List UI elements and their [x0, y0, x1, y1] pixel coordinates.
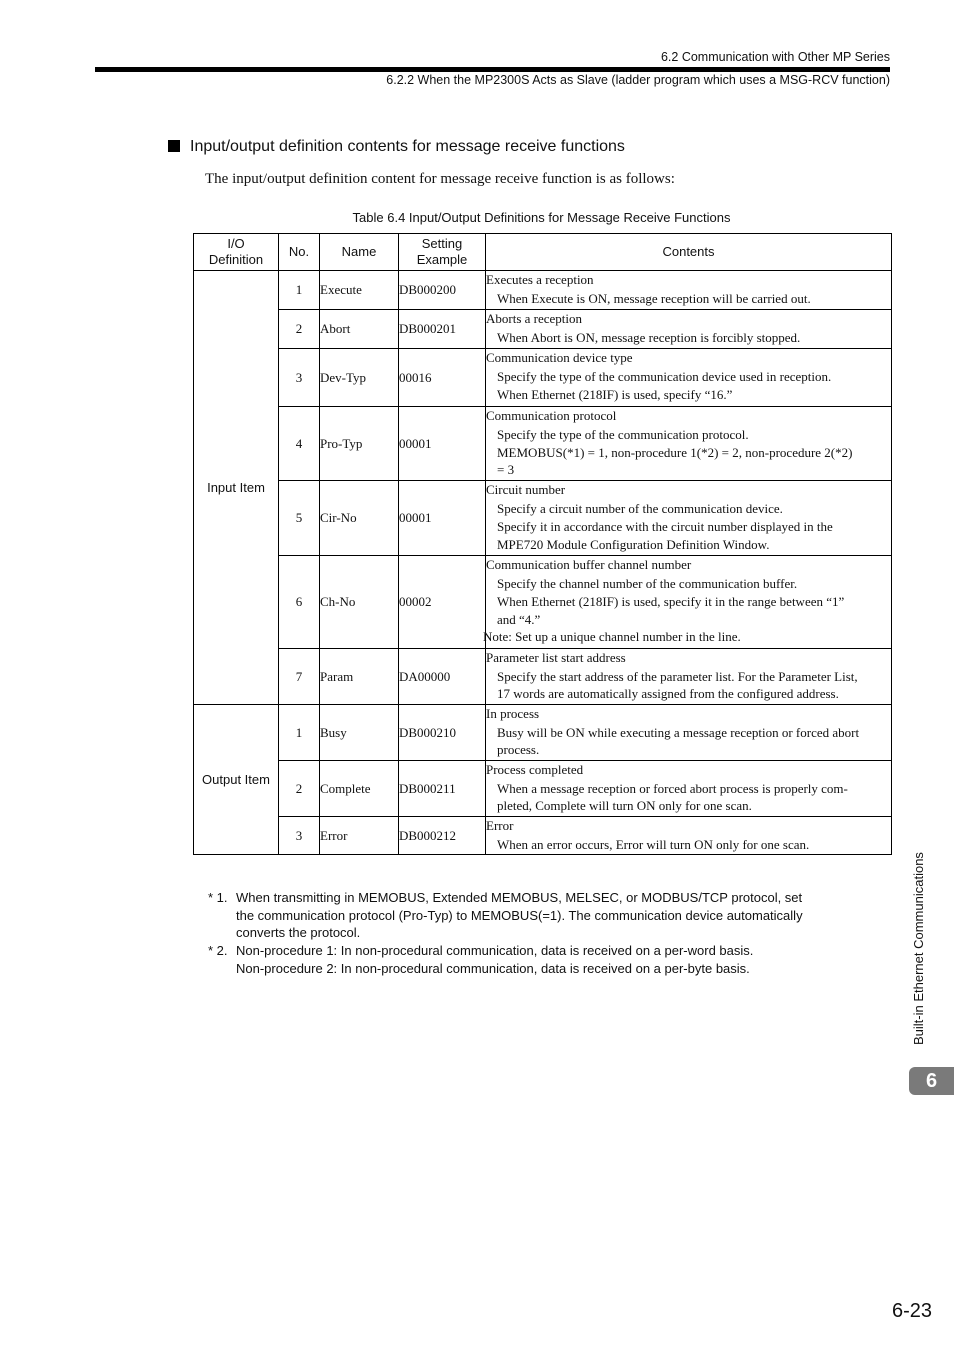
- row-example: 00001: [399, 407, 486, 481]
- row-contents: [486, 407, 892, 481]
- contents-title: Process completed: [486, 762, 584, 777]
- contents-line: When a message reception or forced abort process is properly com-: [497, 780, 848, 796]
- footnote: [208, 942, 848, 977]
- header-name: Name: [320, 234, 399, 271]
- contents-line: When Ethernet (218IF) is used, specify it in the range between “1”: [497, 594, 845, 609]
- table-row: [194, 705, 892, 761]
- row-name: Error: [320, 817, 399, 855]
- row-no: 2: [279, 761, 320, 817]
- table-header-row: [194, 234, 892, 271]
- row-example: DB000211: [399, 761, 486, 817]
- contents-line: When Ethernet (218IF) is used, specify “16.”: [497, 387, 733, 402]
- contents-line: Specify the type of the communication protocol.: [497, 426, 749, 442]
- row-name: Abort: [320, 310, 399, 349]
- contents-line: = 3: [497, 461, 515, 477]
- contents-note: Note: Set up a unique channel number in the line.: [483, 628, 741, 644]
- header-setting-example: Setting Example: [399, 234, 486, 271]
- black-square-bullet-icon: [168, 140, 180, 152]
- page-number: 6-23: [891, 1300, 932, 1322]
- chapter-tab: 6: [909, 1067, 954, 1095]
- row-example: DA00000: [399, 649, 486, 705]
- contents-line: When Execute is ON, message reception will be carried out.: [497, 290, 811, 306]
- contents-title: Communication device type: [486, 350, 633, 365]
- table-row: [194, 761, 892, 817]
- contents-line: process.: [497, 742, 540, 757]
- table-row: [194, 407, 892, 481]
- footnote-line: the communication protocol (Pro-Typ) to MEMOBUS(=1). The communication device automatically: [236, 907, 803, 923]
- table-row: [194, 481, 892, 556]
- row-name: Param: [320, 649, 399, 705]
- contents-title: Communication buffer channel number: [486, 557, 692, 572]
- contents-line: MPE720 Module Configuration Definition Window.: [497, 536, 770, 552]
- row-example: 00002: [399, 556, 486, 649]
- row-no: 7: [279, 649, 320, 705]
- header-subsection: 6.2.2 When the MP2300S Acts as Slave (ladder program which uses a MSG-RCV function): [386, 73, 890, 87]
- footnote-line: Non-procedure 1: In non-procedural communication, data is received on a per-word basis.: [236, 943, 754, 959]
- row-name: Execute: [320, 271, 399, 310]
- row-no: 2: [279, 310, 320, 349]
- contents-title: Communication protocol: [486, 408, 617, 423]
- contents-line: Specify it in accordance with the circuit number displayed in the: [497, 519, 833, 534]
- input-item-group: Input Item: [194, 271, 279, 705]
- contents-line: When an error occurs, Error will turn ON only for one scan.: [497, 836, 810, 852]
- table-row: [194, 649, 892, 705]
- contents-title: Executes a reception: [486, 272, 594, 287]
- table-row: [194, 310, 892, 349]
- row-example: DB000200: [399, 271, 486, 310]
- contents-line: Specify the channel number of the communication buffer.: [497, 575, 798, 591]
- header-io-definition: I/O Definition: [194, 234, 279, 271]
- contents-line: MEMOBUS(*1) = 1, non-procedure 1(*2) = 2, non-procedure 2(*2): [497, 445, 853, 460]
- contents-line: Specify the type of the communication device used in reception.: [497, 368, 832, 384]
- contents-line: When Abort is ON, message reception is forcibly stopped.: [497, 329, 801, 345]
- row-no: 5: [279, 481, 320, 556]
- table-row: [194, 349, 892, 407]
- row-contents: [486, 310, 892, 349]
- footnote-mark: * 1.: [208, 890, 228, 905]
- contents-line: pleted, Complete will turn ON only for one scan.: [497, 798, 752, 813]
- table-row: [194, 271, 892, 310]
- row-name: Complete: [320, 761, 399, 817]
- row-example: DB000212: [399, 817, 486, 855]
- row-contents: [486, 481, 892, 556]
- row-contents: [486, 271, 892, 310]
- section-heading: [168, 138, 625, 156]
- row-name: Busy: [320, 705, 399, 761]
- row-no: 1: [279, 271, 320, 310]
- row-contents: [486, 817, 892, 855]
- row-contents: [483, 556, 892, 649]
- row-example: DB000210: [399, 705, 486, 761]
- row-example: 00001: [399, 481, 486, 556]
- row-no: 3: [279, 817, 320, 855]
- footnotes: [208, 889, 848, 978]
- row-name: Ch-No: [320, 556, 399, 649]
- output-item-group: Output Item: [194, 705, 279, 855]
- contents-line: Busy will be ON while executing a message reception or forced abort: [497, 724, 860, 740]
- row-no: 4: [279, 407, 320, 481]
- contents-title: In process: [486, 706, 540, 721]
- footnote-mark: * 2.: [208, 943, 228, 959]
- contents-line: Specify a circuit number of the communication device.: [497, 500, 783, 516]
- contents-line: 17 words are automatically assigned from the configured address.: [497, 686, 839, 701]
- row-contents: [486, 349, 892, 407]
- table-row: [194, 817, 892, 855]
- chapter-sidebar-title: Built-in Ethernet Communications: [911, 852, 926, 1045]
- contents-line: and “4.”: [497, 611, 541, 627]
- row-no: 1: [279, 705, 320, 761]
- header-section: 6.2 Communication with Other MP Series: [660, 50, 890, 64]
- row-contents: [486, 649, 892, 705]
- row-contents: [486, 761, 892, 817]
- contents-title: Error: [486, 818, 514, 833]
- row-name: Pro-Typ: [320, 407, 399, 481]
- row-no: 3: [279, 349, 320, 407]
- contents-line: Specify the start address of the parameter list. For the Parameter List,: [497, 668, 858, 684]
- section-title: Input/output definition contents for message receive functions: [190, 138, 625, 155]
- table-row: [194, 556, 892, 649]
- io-definition-table: [193, 233, 892, 855]
- contents-title: Aborts a reception: [486, 311, 583, 326]
- footnote-line: converts the protocol.: [236, 925, 361, 941]
- contents-title: Parameter list start address: [486, 650, 626, 665]
- contents-title: Circuit number: [486, 482, 566, 497]
- row-contents: [486, 705, 892, 761]
- row-no: 6: [279, 556, 320, 649]
- footnote-line: When transmitting in MEMOBUS, Extended MEMOBUS, MELSEC, or MODBUS/TCP protocol, set: [236, 890, 803, 905]
- intro-paragraph: The input/output definition content for message receive function is as follows:: [205, 171, 675, 187]
- header-no: No.: [279, 234, 320, 271]
- row-example: DB000201: [399, 310, 486, 349]
- footnote: [208, 889, 848, 942]
- footnote-line: Non-procedure 2: In non-procedural communication, data is received on a per-byte basis.: [236, 960, 750, 976]
- row-example: 00016: [399, 349, 486, 407]
- table-caption: Table 6.4 Input/Output Definitions for Message Receive Functions: [352, 210, 731, 225]
- row-name: Cir-No: [320, 481, 399, 556]
- row-name: Dev-Typ: [320, 349, 399, 407]
- header-contents: Contents: [486, 234, 892, 271]
- header-rule: [95, 67, 890, 72]
